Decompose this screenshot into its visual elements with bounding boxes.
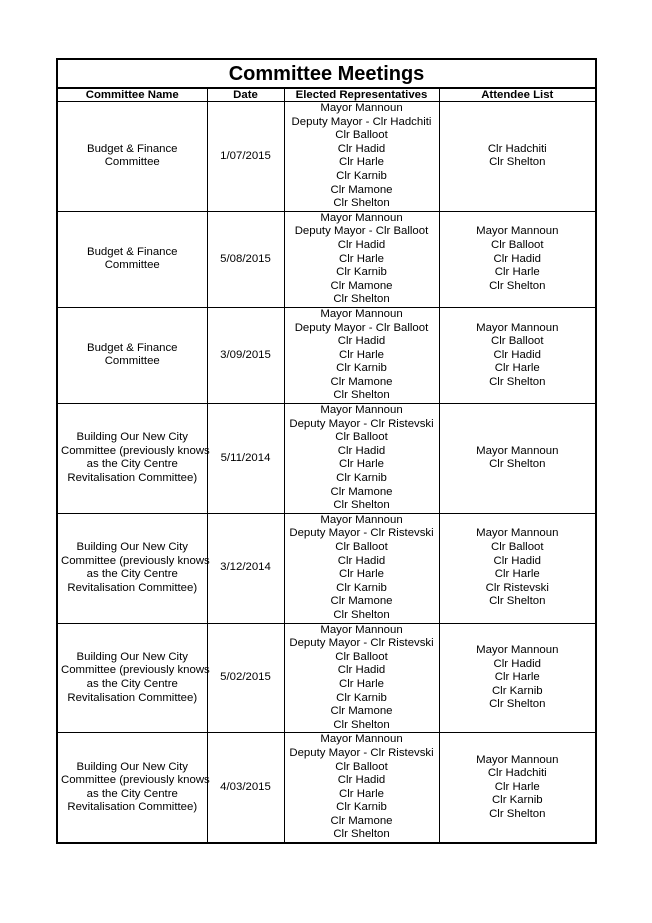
representative-name: Clr Harle <box>339 348 384 361</box>
committee-name-cell: Budget & Finance Committee <box>57 211 207 307</box>
representative-name: Clr Shelton <box>333 828 390 841</box>
representative-name: Clr Karnib <box>336 472 387 485</box>
representative-name: Clr Mamone <box>330 485 393 498</box>
representative-name: Mayor Mannoun <box>320 623 403 636</box>
attendee-name: Clr Hadchiti <box>487 142 547 155</box>
committee-name-line: as the City Centre <box>86 787 178 800</box>
representative-name: Clr Karnib <box>336 362 387 375</box>
attendee-name: Clr Shelton <box>489 698 546 711</box>
representative-name: Clr Harle <box>339 568 384 581</box>
representative-name: Clr Shelton <box>333 608 390 621</box>
committee-name-cell: Budget & Finance Committee <box>57 102 207 212</box>
elected-representatives-cell <box>284 102 439 212</box>
elected-representatives-cell <box>284 404 439 514</box>
attendee-name: Clr Shelton <box>489 808 546 821</box>
table-row <box>57 102 596 212</box>
attendee-list-cell <box>439 211 596 307</box>
representative-name: Deputy Mayor - Clr Hadchiti <box>291 115 432 128</box>
attendee-name: Clr Harle <box>494 780 540 793</box>
representative-name: Clr Balloot <box>335 760 388 773</box>
elected-representatives-cell <box>284 307 439 403</box>
attendee-name: Clr Shelton <box>489 595 546 608</box>
column-header-attendee-list: Attendee List <box>439 88 596 102</box>
attendee-name: Clr Balloot <box>490 541 544 553</box>
representative-name: Clr Hadid <box>337 774 386 787</box>
representative-name: Mayor Mannoun <box>320 513 403 526</box>
attendee-list-cell <box>439 513 596 623</box>
representative-name: Clr Harle <box>339 458 384 471</box>
representative-name: Deputy Mayor - Clr Ristevski <box>289 637 434 650</box>
column-header-committee-name: Committee Name <box>57 88 207 102</box>
attendee-list-cell <box>439 733 596 843</box>
representative-name: Clr Hadid <box>337 335 386 348</box>
committee-name-line: Building Our New City <box>76 541 188 553</box>
representative-name: Clr Harle <box>339 252 384 265</box>
representative-name: Clr Balloot <box>335 650 388 663</box>
elected-representatives-cell <box>284 623 439 733</box>
representative-name: Clr Karnib <box>336 581 387 594</box>
representative-name: Clr Mamone <box>330 705 393 718</box>
table-row <box>57 307 596 403</box>
representative-name: Clr Harle <box>339 156 384 169</box>
representative-name: Clr Shelton <box>333 499 390 512</box>
attendee-name: Mayor Mannoun <box>476 225 559 238</box>
attendee-name: Mayor Mannoun <box>476 527 559 540</box>
representative-name: Clr Mamone <box>330 279 393 292</box>
elected-representatives-cell <box>284 513 439 623</box>
meeting-date-cell: 3/12/2014 <box>207 513 284 623</box>
elected-representatives-cell <box>284 211 439 307</box>
committee-name-line: Revitalisation Committee) <box>67 472 198 485</box>
committee-name-cell: Budget & Finance Committee <box>57 307 207 403</box>
committee-name-line: as the City Centre <box>86 458 178 471</box>
attendee-name: Clr Hadid <box>493 252 541 265</box>
committee-name-cell <box>57 623 210 733</box>
elected-representatives-cell <box>284 733 439 843</box>
table-row <box>57 513 596 623</box>
committee-name-line: as the City Centre <box>86 568 178 581</box>
committee-name-cell <box>57 404 210 514</box>
committee-name-line: Revitalisation Committee) <box>67 801 198 814</box>
meeting-date-cell: 3/09/2015 <box>207 307 284 403</box>
committee-name-cell <box>57 733 210 843</box>
representative-name: Clr Karnib <box>336 266 387 279</box>
representative-name: Clr Karnib <box>336 801 387 814</box>
attendee-name: Clr Shelton <box>489 375 546 388</box>
representative-name: Deputy Mayor - Clr Ristevski <box>289 746 434 759</box>
representative-name: Clr Balloot <box>335 129 388 142</box>
attendee-name: Mayor Mannoun <box>476 321 559 334</box>
table-row <box>57 404 596 514</box>
committee-name-line: Revitalisation Committee) <box>67 691 198 704</box>
committee-name-line: Committee (previously knows <box>61 774 210 787</box>
committee-name-line: Committee (previously knows <box>61 444 210 457</box>
representative-name: Clr Mamone <box>330 375 393 388</box>
attendee-name: Clr Harle <box>494 568 540 581</box>
attendee-name: Clr Hadid <box>493 657 541 670</box>
committee-name-line: Committee (previously knows <box>61 554 210 567</box>
representative-name: Clr Karnib <box>336 169 387 182</box>
representative-name: Mayor Mannoun <box>320 404 403 417</box>
committee-name-line: Building Our New City <box>76 760 188 773</box>
representative-name: Deputy Mayor - Clr Balloot <box>294 321 429 334</box>
representative-name: Clr Mamone <box>330 595 393 608</box>
attendee-name: Clr Hadid <box>493 348 541 361</box>
attendee-name: Clr Harle <box>494 266 540 279</box>
committee-name-line: Building Our New City <box>76 431 188 444</box>
representative-name: Clr Shelton <box>333 718 390 731</box>
representative-name: Clr Harle <box>339 787 384 800</box>
representative-name: Mayor Mannoun <box>320 733 403 746</box>
header-row <box>57 88 596 102</box>
representative-name: Clr Shelton <box>333 197 390 210</box>
table-body <box>57 102 596 844</box>
attendee-name: Clr Harle <box>494 362 540 375</box>
attendee-name: Clr Harle <box>494 671 540 684</box>
attendee-list-cell <box>439 307 596 403</box>
attendee-list-cell <box>439 404 596 514</box>
representative-name: Deputy Mayor - Clr Ristevski <box>289 417 434 430</box>
representative-name: Clr Shelton <box>333 293 390 306</box>
committee-name-line: Revitalisation Committee) <box>67 581 198 594</box>
attendee-name: Mayor Mannoun <box>476 444 559 457</box>
committee-meetings-table <box>56 58 597 844</box>
representative-name: Deputy Mayor - Clr Ristevski <box>289 527 434 540</box>
meeting-date-cell: 5/08/2015 <box>207 211 284 307</box>
attendee-name: Clr Hadchiti <box>487 767 547 780</box>
meeting-date-cell: 1/07/2015 <box>207 102 284 212</box>
representative-name: Deputy Mayor - Clr Balloot <box>294 225 429 238</box>
column-header-date: Date <box>207 88 284 102</box>
attendee-list-cell <box>439 102 596 212</box>
committee-name-line: Building Our New City <box>76 650 188 663</box>
attendee-name: Mayor Mannoun <box>476 643 559 656</box>
page-title: Committee Meetings <box>57 59 596 88</box>
representative-name: Clr Hadid <box>337 444 386 457</box>
meeting-date-cell: 5/11/2014 <box>207 404 284 514</box>
attendee-name: Clr Balloot <box>490 335 544 348</box>
attendee-name: Clr Karnib <box>491 684 543 697</box>
attendee-name: Mayor Mannoun <box>476 753 559 766</box>
attendee-name: Clr Ristevski <box>485 581 549 594</box>
representative-name: Clr Mamone <box>330 183 393 196</box>
representative-name: Clr Hadid <box>337 142 386 155</box>
column-header-elected-representatives: Elected Representatives <box>284 88 439 102</box>
committee-name-cell <box>57 513 210 623</box>
representative-name: Clr Balloot <box>335 431 388 444</box>
representative-name: Mayor Mannoun <box>320 211 403 224</box>
meeting-date-cell: 5/02/2015 <box>207 623 284 733</box>
attendee-name: Clr Shelton <box>489 156 546 169</box>
representative-name: Clr Balloot <box>335 541 388 553</box>
table-row <box>57 623 596 733</box>
committee-name-line: as the City Centre <box>86 677 178 690</box>
representative-name: Clr Harle <box>339 677 384 690</box>
representative-name: Clr Karnib <box>336 691 387 704</box>
attendee-name: Clr Shelton <box>489 458 546 471</box>
attendee-name: Clr Karnib <box>491 794 543 807</box>
attendee-name: Clr Balloot <box>490 238 544 251</box>
meeting-date-cell: 4/03/2015 <box>207 733 284 843</box>
representative-name: Clr Mamone <box>330 814 393 827</box>
table-row <box>57 211 596 307</box>
representative-name: Clr Shelton <box>333 389 390 402</box>
representative-name: Clr Hadid <box>337 554 386 567</box>
attendee-name: Clr Hadid <box>493 554 541 567</box>
representative-name: Clr Hadid <box>337 664 386 677</box>
representative-name: Mayor Mannoun <box>320 102 403 114</box>
attendee-list-cell <box>439 623 596 733</box>
committee-name-line: Committee (previously knows <box>61 664 210 677</box>
table-row <box>57 733 596 843</box>
attendee-name: Clr Shelton <box>489 279 546 292</box>
representative-name: Clr Hadid <box>337 238 386 251</box>
representative-name: Mayor Mannoun <box>320 307 403 320</box>
